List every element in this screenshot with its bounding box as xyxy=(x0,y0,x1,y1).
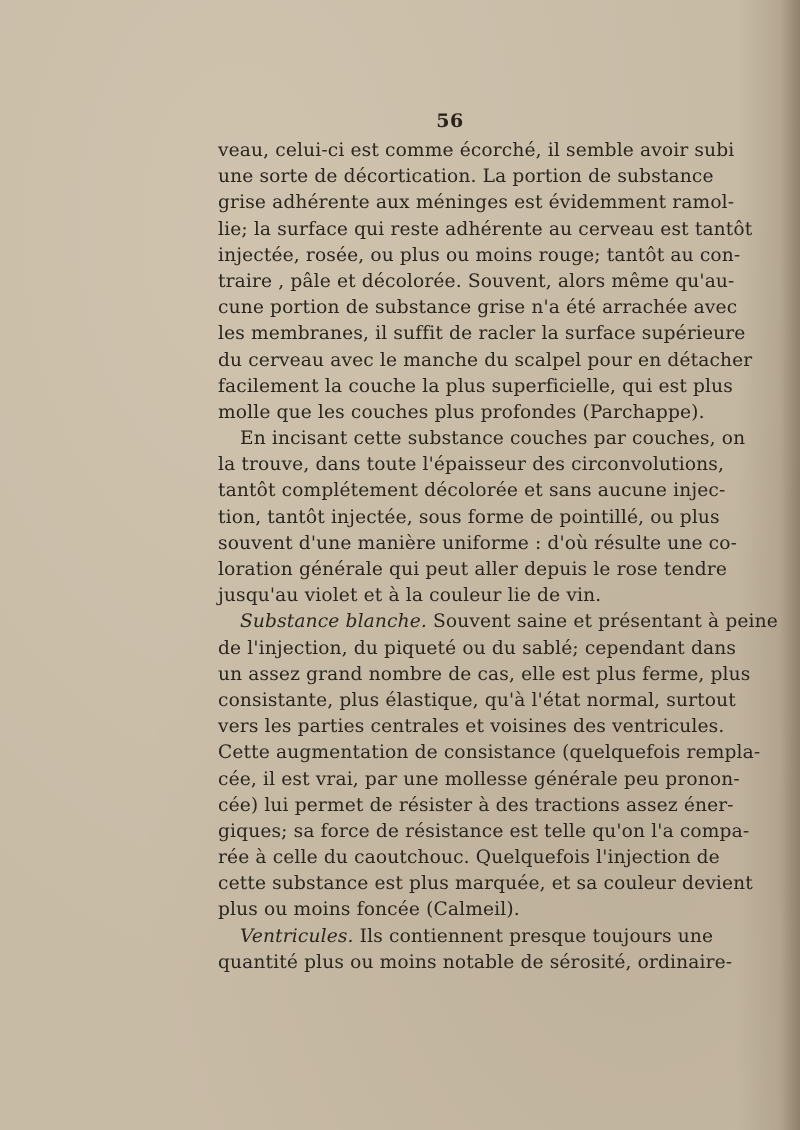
text-line: giques; sa force de résistance est telle qu'on l'a compa- xyxy=(218,820,750,842)
text-line: cette substance est plus marquée, et sa couleur devient xyxy=(218,873,753,895)
text-line: du cerveau avec le manche du scalpel pour en détacher xyxy=(218,349,753,371)
text-line: tion, tantôt injectée, sous forme de pointillé, ou plus xyxy=(218,506,720,528)
text-line: cée) lui permet de résister à des tractions assez éner- xyxy=(218,794,734,816)
text-line: jusqu'au violet et à la couleur lie de vin. xyxy=(218,585,602,607)
text-line-with-heading xyxy=(218,609,778,635)
text-line: facilement la couche la plus superficielle, qui est plus xyxy=(218,375,733,397)
text-line: grise adhérente aux méninges est évidemment ramol- xyxy=(218,192,735,214)
page-number: 56 xyxy=(436,110,464,132)
text-line: veau, celui-ci est comme écorché, il semble avoir subi xyxy=(218,140,735,161)
text-line: plus ou moins foncée (Calmeil). xyxy=(218,899,520,921)
text-run: Ils contiennent presque toujours une xyxy=(353,925,714,947)
section-heading-substance-blanche: Substance blanche. xyxy=(240,611,427,633)
page-edge-shadow xyxy=(780,0,800,1130)
text-line: tantôt complétement décolorée et sans aucune injec- xyxy=(218,480,726,502)
text-line: une sorte de décortication. La portion de substance xyxy=(218,166,714,188)
section-heading-ventricules: Ventricules. xyxy=(240,925,354,947)
text-run: Souvent saine et présentant à peine xyxy=(426,611,778,633)
text-line: souvent d'une manière uniforme : d'où résulte une co- xyxy=(218,532,738,554)
text-line: les membranes, il suffit de racler la surface supérieure xyxy=(218,323,746,345)
text-line: quantité plus ou moins notable de sérosité, ordinaire- xyxy=(218,951,733,973)
text-line: la trouve, dans toute l'épaisseur des circonvolutions, xyxy=(218,454,725,476)
body-text xyxy=(218,138,778,976)
text-line: Cette augmentation de consistance (quelquefois rempla- xyxy=(218,742,761,764)
text-line: lie; la surface qui reste adhérente au cerveau est tantôt xyxy=(218,218,753,240)
text-line: consistante, plus élastique, qu'à l'état normal, surtout xyxy=(218,689,736,711)
text-line: un assez grand nombre de cas, elle est plus ferme, plus xyxy=(218,663,751,685)
text-line: injectée, rosée, ou plus ou moins rouge; tantôt au con- xyxy=(218,244,741,266)
text-line: loration générale qui peut aller depuis le rose tendre xyxy=(218,559,728,580)
text-line: vers les parties centrales et voisines des ventricules. xyxy=(218,716,725,738)
text-line: de l'injection, du piqueté ou du sablé; cependant dans xyxy=(218,637,737,659)
text-line: cée, il est vrai, par une mollesse générale peu pronon- xyxy=(218,768,740,790)
text-line: cune portion de substance grise n'a été arrachée avec xyxy=(218,297,738,319)
text-line: molle que les couches plus profondes (Parchappe). xyxy=(218,401,705,423)
text-line-with-heading xyxy=(218,924,714,950)
text-line: traire , pâle et décolorée. Souvent, alors même qu'au- xyxy=(218,270,735,292)
text-line: rée à celle du caoutchouc. Quelquefois l'injection de xyxy=(218,847,720,869)
text-line: En incisant cette substance couches par couches, on xyxy=(240,428,746,450)
